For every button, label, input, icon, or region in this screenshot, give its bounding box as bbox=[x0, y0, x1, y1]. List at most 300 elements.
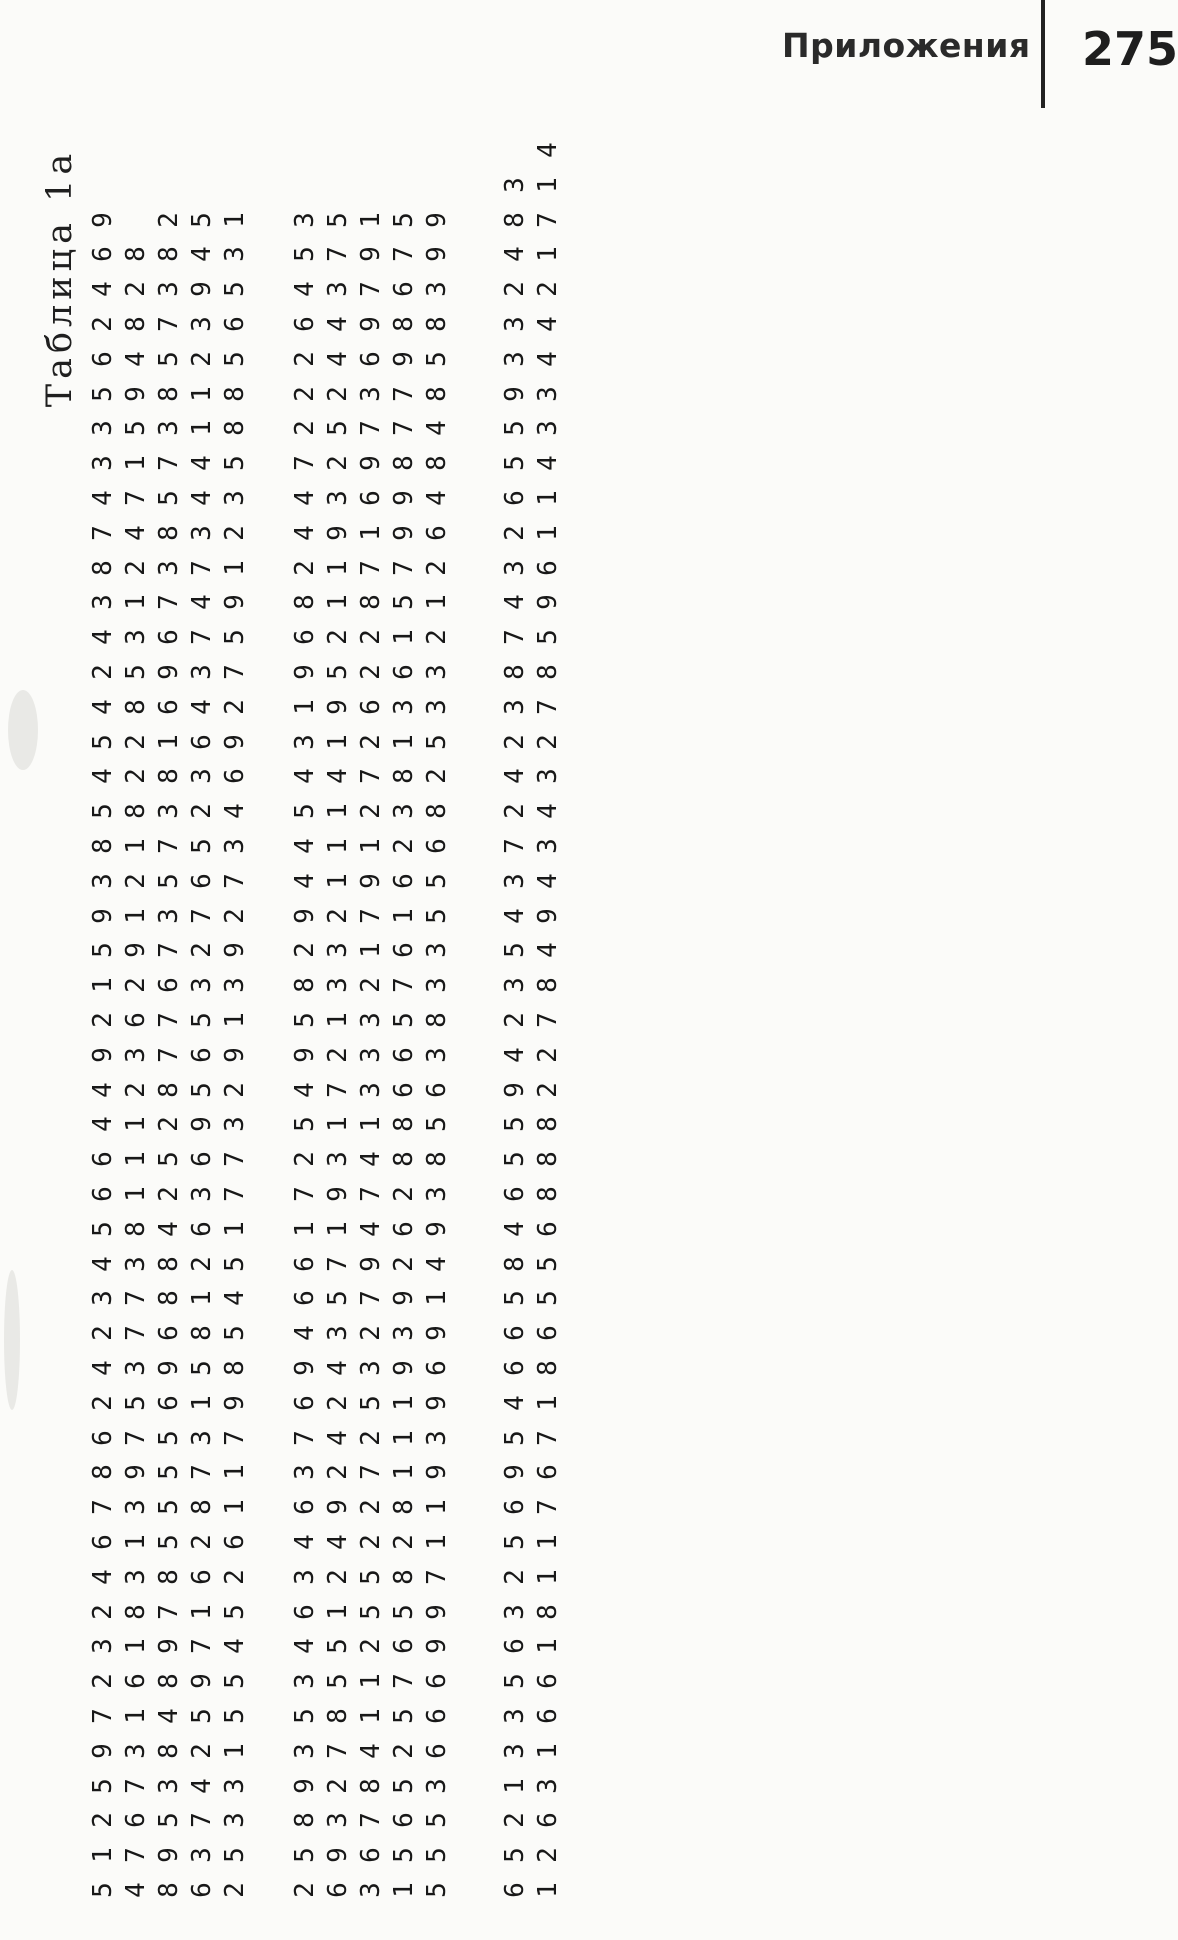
digit: 5 bbox=[500, 1151, 530, 1168]
digit: 2 bbox=[533, 1046, 563, 1063]
digit: 7 bbox=[533, 698, 563, 715]
digit: 6 bbox=[187, 1220, 217, 1237]
digit: 4 bbox=[356, 1151, 386, 1168]
digit: 3 bbox=[187, 524, 217, 541]
digit: 8 bbox=[422, 455, 452, 472]
digit: 2 bbox=[500, 1012, 530, 1028]
digit: 8 bbox=[356, 1777, 386, 1794]
digit: 3 bbox=[422, 664, 452, 680]
digit: 3 bbox=[290, 1673, 320, 1690]
digit: 8 bbox=[323, 1708, 353, 1724]
digit: 6 bbox=[121, 1812, 151, 1829]
digit: 7 bbox=[356, 559, 386, 576]
digit: 3 bbox=[121, 1742, 151, 1759]
digit: 4 bbox=[422, 420, 452, 437]
digit: 6 bbox=[533, 1673, 563, 1690]
digit: 3 bbox=[500, 559, 530, 576]
digit: 5 bbox=[389, 211, 419, 228]
digit: 8 bbox=[533, 664, 563, 680]
digit: 3 bbox=[500, 316, 530, 332]
digit: 4 bbox=[323, 768, 353, 785]
digit: 7 bbox=[290, 1429, 320, 1446]
digit: 9 bbox=[356, 1255, 386, 1272]
digit: 7 bbox=[389, 1673, 419, 1690]
digit: 6 bbox=[422, 524, 452, 541]
digit: 3 bbox=[422, 1046, 452, 1063]
digit: 6 bbox=[290, 1394, 320, 1411]
digit: 8 bbox=[422, 1151, 452, 1168]
digit: 9 bbox=[422, 1603, 452, 1620]
digit: 1 bbox=[533, 1638, 563, 1655]
digit: 3 bbox=[121, 1255, 151, 1272]
digit: 1 bbox=[323, 872, 353, 889]
digit: 3 bbox=[187, 768, 217, 785]
digit: 4 bbox=[154, 1220, 184, 1237]
digit: 1 bbox=[533, 1394, 563, 1411]
digit: 5 bbox=[422, 1812, 452, 1829]
digit: 5 bbox=[500, 1534, 530, 1550]
digit: 2 bbox=[290, 350, 320, 367]
digit: 7 bbox=[290, 1186, 320, 1202]
digit: 2 bbox=[290, 420, 320, 437]
digit: 6 bbox=[154, 698, 184, 715]
digit: 5 bbox=[154, 1429, 184, 1446]
digit-row bbox=[389, 136, 419, 1936]
digit: 8 bbox=[154, 1673, 184, 1690]
digit: 2 bbox=[220, 524, 250, 541]
digit: 3 bbox=[88, 594, 118, 611]
digit: 2 bbox=[356, 977, 386, 994]
digit: 1 bbox=[500, 1777, 530, 1794]
digit: 3 bbox=[500, 176, 530, 193]
digit: 2 bbox=[88, 1012, 118, 1028]
digit: 3 bbox=[500, 350, 530, 367]
digit: 3 bbox=[154, 907, 184, 924]
digit: 5 bbox=[290, 1847, 320, 1864]
digit: 6 bbox=[187, 1882, 217, 1898]
digit: 1 bbox=[187, 1394, 217, 1411]
digit: 5 bbox=[220, 1673, 250, 1690]
digit: 2 bbox=[154, 211, 184, 228]
section-title: Приложения bbox=[782, 26, 1031, 65]
digit: 6 bbox=[389, 1638, 419, 1655]
digit: 9 bbox=[154, 1360, 184, 1376]
digit: 1 bbox=[121, 1186, 151, 1202]
digit: 8 bbox=[121, 246, 151, 263]
digit: 1 bbox=[389, 907, 419, 924]
digit: 5 bbox=[290, 246, 320, 263]
digit: 2 bbox=[121, 559, 151, 576]
page-smudge bbox=[8, 690, 38, 770]
digit: 1 bbox=[323, 1603, 353, 1620]
digit: 7 bbox=[356, 420, 386, 437]
digit: 4 bbox=[500, 1394, 530, 1411]
digit: 6 bbox=[154, 1394, 184, 1411]
digit: 6 bbox=[389, 281, 419, 298]
digit: 6 bbox=[290, 316, 320, 332]
digit: 4 bbox=[500, 907, 530, 924]
digit: 3 bbox=[356, 1081, 386, 1098]
digit: 6 bbox=[356, 698, 386, 715]
digit: 2 bbox=[356, 733, 386, 750]
digit: 4 bbox=[187, 1777, 217, 1794]
digit: 4 bbox=[88, 490, 118, 506]
digit: 2 bbox=[389, 1255, 419, 1272]
digit: 3 bbox=[323, 281, 353, 298]
digit: 1 bbox=[323, 1012, 353, 1028]
digit: 2 bbox=[154, 1116, 184, 1133]
digit: 2 bbox=[389, 1742, 419, 1759]
digit: 4 bbox=[323, 316, 353, 332]
digit: 1 bbox=[220, 1464, 250, 1481]
digit: 8 bbox=[290, 977, 320, 994]
digit: 5 bbox=[422, 872, 452, 889]
digit: 3 bbox=[323, 490, 353, 506]
digit: 9 bbox=[500, 1464, 530, 1481]
digit: 5 bbox=[389, 1847, 419, 1864]
digit: 1 bbox=[121, 1638, 151, 1655]
digit: 5 bbox=[121, 664, 151, 680]
digit: 7 bbox=[121, 490, 151, 506]
digit: 7 bbox=[533, 1429, 563, 1446]
digit: 1 bbox=[422, 1499, 452, 1516]
digit: 5 bbox=[500, 942, 530, 959]
digit: 2 bbox=[187, 942, 217, 959]
digit: 8 bbox=[389, 1116, 419, 1133]
digit: 4 bbox=[290, 768, 320, 785]
digit: 4 bbox=[121, 524, 151, 541]
digit: 2 bbox=[500, 733, 530, 750]
digit: 7 bbox=[88, 524, 118, 541]
digit: 3 bbox=[533, 385, 563, 402]
digit: 9 bbox=[220, 1046, 250, 1063]
digit: 2 bbox=[323, 629, 353, 646]
digit: 5 bbox=[154, 1534, 184, 1550]
digit: 5 bbox=[88, 1882, 118, 1898]
digit: 7 bbox=[121, 1429, 151, 1446]
digit: 2 bbox=[533, 1081, 563, 1098]
digit: 5 bbox=[88, 803, 118, 820]
digit: 9 bbox=[323, 1499, 353, 1516]
digit-row bbox=[220, 136, 250, 1936]
digit: 7 bbox=[356, 907, 386, 924]
digit: 3 bbox=[422, 698, 452, 715]
digit: 7 bbox=[356, 768, 386, 785]
digit: 1 bbox=[323, 733, 353, 750]
digit: 5 bbox=[500, 455, 530, 472]
digit: 3 bbox=[187, 1429, 217, 1446]
digit: 7 bbox=[220, 1186, 250, 1202]
digit: 2 bbox=[88, 1325, 118, 1342]
digit: 7 bbox=[422, 1568, 452, 1585]
digit: 2 bbox=[154, 1186, 184, 1202]
digit-row bbox=[500, 136, 530, 1936]
digit: 1 bbox=[121, 594, 151, 611]
digit: 7 bbox=[121, 1847, 151, 1864]
digit: 9 bbox=[533, 907, 563, 924]
digit: 1 bbox=[220, 211, 250, 228]
digit-row bbox=[187, 136, 217, 1936]
digit: 3 bbox=[88, 872, 118, 889]
digit: 3 bbox=[220, 1812, 250, 1829]
digit: 3 bbox=[88, 1290, 118, 1307]
digit: 9 bbox=[422, 1325, 452, 1342]
digit: 5 bbox=[323, 1290, 353, 1307]
digit: 8 bbox=[154, 1290, 184, 1307]
digit: 9 bbox=[500, 1081, 530, 1098]
digit: 2 bbox=[290, 385, 320, 402]
digit: 3 bbox=[154, 1777, 184, 1794]
digit: 5 bbox=[88, 733, 118, 750]
digit: 6 bbox=[389, 664, 419, 680]
digit: 2 bbox=[422, 768, 452, 785]
digit: 3 bbox=[422, 977, 452, 994]
digit: 5 bbox=[154, 490, 184, 506]
digit: 5 bbox=[187, 1081, 217, 1098]
digit: 3 bbox=[389, 1325, 419, 1342]
digit: 4 bbox=[220, 803, 250, 820]
digit: 9 bbox=[389, 350, 419, 367]
digit: 7 bbox=[121, 1777, 151, 1794]
digit: 2 bbox=[187, 803, 217, 820]
digit: 4 bbox=[290, 490, 320, 506]
digit: 6 bbox=[533, 1812, 563, 1829]
digit: 5 bbox=[154, 1499, 184, 1516]
digit: 9 bbox=[422, 1394, 452, 1411]
digit: 6 bbox=[500, 1638, 530, 1655]
digit: 1 bbox=[533, 490, 563, 506]
digit: 3 bbox=[121, 1360, 151, 1376]
digit: 9 bbox=[290, 1777, 320, 1794]
digit-row bbox=[154, 136, 184, 1936]
digit: 1 bbox=[220, 1012, 250, 1028]
digit: 4 bbox=[154, 1708, 184, 1724]
digit: 6 bbox=[220, 316, 250, 332]
digit: 6 bbox=[500, 1360, 530, 1376]
digit: 4 bbox=[290, 281, 320, 298]
digit: 7 bbox=[154, 1603, 184, 1620]
digit: 3 bbox=[323, 1812, 353, 1829]
digit: 8 bbox=[220, 1360, 250, 1376]
digit: 4 bbox=[88, 629, 118, 646]
digit: 4 bbox=[187, 594, 217, 611]
digit: 5 bbox=[389, 1708, 419, 1724]
digit: 8 bbox=[290, 594, 320, 611]
digit: 7 bbox=[389, 246, 419, 263]
digit: 9 bbox=[389, 1360, 419, 1376]
digit: 9 bbox=[422, 1638, 452, 1655]
digit: 1 bbox=[356, 1708, 386, 1724]
digit: 7 bbox=[323, 1742, 353, 1759]
digit: 2 bbox=[88, 1812, 118, 1829]
digit: 1 bbox=[533, 1742, 563, 1759]
digit: 3 bbox=[323, 942, 353, 959]
digit: 9 bbox=[422, 1220, 452, 1237]
digit: 2 bbox=[323, 455, 353, 472]
digit: 9 bbox=[121, 385, 151, 402]
digit: 7 bbox=[154, 1012, 184, 1028]
digit: 3 bbox=[220, 490, 250, 506]
digit: 1 bbox=[356, 524, 386, 541]
digit: 8 bbox=[220, 420, 250, 437]
digit: 8 bbox=[389, 1151, 419, 1168]
digit: 8 bbox=[533, 1360, 563, 1376]
digit: 2 bbox=[323, 1777, 353, 1794]
digit: 9 bbox=[154, 1638, 184, 1655]
digit: 5 bbox=[154, 1151, 184, 1168]
digit: 3 bbox=[290, 1742, 320, 1759]
digit: 1 bbox=[187, 420, 217, 437]
digit: 1 bbox=[356, 1116, 386, 1133]
digit: 3 bbox=[187, 316, 217, 332]
digit: 3 bbox=[154, 281, 184, 298]
digit: 9 bbox=[422, 1464, 452, 1481]
digit: 5 bbox=[290, 803, 320, 820]
digit: 2 bbox=[389, 1186, 419, 1202]
table-caption-text: Таблица 1а bbox=[40, 148, 80, 408]
digit: 7 bbox=[154, 838, 184, 854]
digit: 2 bbox=[422, 559, 452, 576]
digit: 4 bbox=[88, 281, 118, 298]
digit: 1 bbox=[220, 1220, 250, 1237]
digit: 8 bbox=[88, 559, 118, 576]
digit: 6 bbox=[533, 1708, 563, 1724]
digit: 2 bbox=[88, 664, 118, 680]
digit: 2 bbox=[187, 1255, 217, 1272]
digit: 8 bbox=[389, 455, 419, 472]
digit: 7 bbox=[220, 1151, 250, 1168]
digit: 6 bbox=[389, 942, 419, 959]
digit: 6 bbox=[187, 733, 217, 750]
digit: 8 bbox=[88, 1464, 118, 1481]
digit: 8 bbox=[121, 803, 151, 820]
digit: 7 bbox=[187, 1464, 217, 1481]
digit: 5 bbox=[356, 1603, 386, 1620]
digit: 6 bbox=[154, 1325, 184, 1342]
digit: 6 bbox=[356, 490, 386, 506]
digit: 4 bbox=[533, 803, 563, 820]
digit: 2 bbox=[356, 1638, 386, 1655]
digit: 1 bbox=[290, 698, 320, 715]
digit: 1 bbox=[533, 176, 563, 193]
digit: 3 bbox=[389, 803, 419, 820]
digit: 4 bbox=[422, 1255, 452, 1272]
digit: 3 bbox=[422, 1429, 452, 1446]
digit: 8 bbox=[187, 1325, 217, 1342]
digit: 5 bbox=[220, 455, 250, 472]
digit: 2 bbox=[500, 1568, 530, 1585]
digit: 1 bbox=[323, 1220, 353, 1237]
digit: 4 bbox=[220, 1638, 250, 1655]
digit: 1 bbox=[220, 1499, 250, 1516]
digit: 8 bbox=[389, 1568, 419, 1585]
digit: 4 bbox=[500, 594, 530, 611]
digit: 3 bbox=[533, 768, 563, 785]
digit: 4 bbox=[500, 768, 530, 785]
digit: 5 bbox=[422, 1882, 452, 1898]
digit: 7 bbox=[290, 455, 320, 472]
digit: 2 bbox=[323, 1046, 353, 1063]
digit: 9 bbox=[389, 524, 419, 541]
digit: 7 bbox=[187, 907, 217, 924]
digit: 6 bbox=[290, 1255, 320, 1272]
digit: 5 bbox=[533, 1255, 563, 1272]
digit: 7 bbox=[389, 385, 419, 402]
digit: 9 bbox=[154, 1847, 184, 1864]
digit: 6 bbox=[422, 838, 452, 854]
digit: 5 bbox=[422, 1116, 452, 1133]
digit: 2 bbox=[500, 1812, 530, 1829]
digit: 5 bbox=[187, 1012, 217, 1028]
digit: 3 bbox=[323, 1151, 353, 1168]
digit: 2 bbox=[323, 1568, 353, 1585]
digit: 7 bbox=[533, 211, 563, 228]
digit: 9 bbox=[356, 455, 386, 472]
digit: 7 bbox=[187, 1812, 217, 1829]
digit: 3 bbox=[533, 420, 563, 437]
digit: 3 bbox=[154, 803, 184, 820]
digit: 8 bbox=[356, 594, 386, 611]
digit: 3 bbox=[121, 1499, 151, 1516]
digit: 5 bbox=[290, 1012, 320, 1028]
digit: 3 bbox=[187, 1186, 217, 1202]
digit: 2 bbox=[121, 733, 151, 750]
digit: 9 bbox=[290, 664, 320, 680]
digit: 6 bbox=[389, 1081, 419, 1098]
digit: 6 bbox=[290, 629, 320, 646]
digit: 6 bbox=[533, 1464, 563, 1481]
digit: 4 bbox=[533, 316, 563, 332]
digit: 2 bbox=[323, 385, 353, 402]
digit: 9 bbox=[389, 490, 419, 506]
digit: 1 bbox=[323, 803, 353, 820]
digit: 3 bbox=[500, 1708, 530, 1724]
digit: 5 bbox=[220, 350, 250, 367]
digit: 6 bbox=[422, 1360, 452, 1376]
digit: 5 bbox=[121, 420, 151, 437]
digit: 1 bbox=[422, 1290, 452, 1307]
digit: 9 bbox=[323, 1847, 353, 1864]
digit: 2 bbox=[290, 559, 320, 576]
digit: 3 bbox=[500, 977, 530, 994]
digit: 1 bbox=[389, 1882, 419, 1898]
digit: 6 bbox=[533, 559, 563, 576]
digit: 2 bbox=[500, 524, 530, 541]
digit: 1 bbox=[533, 1534, 563, 1550]
digit: 7 bbox=[121, 1290, 151, 1307]
digit: 9 bbox=[220, 594, 250, 611]
digit: 6 bbox=[533, 1220, 563, 1237]
digit: 4 bbox=[187, 246, 217, 263]
digit: 3 bbox=[220, 838, 250, 854]
digit-row bbox=[88, 136, 118, 1936]
digit: 3 bbox=[422, 1186, 452, 1202]
digit: 2 bbox=[389, 1534, 419, 1550]
digit: 9 bbox=[533, 594, 563, 611]
digit: 8 bbox=[121, 316, 151, 332]
digit-row bbox=[422, 136, 452, 1936]
digit: 5 bbox=[220, 1325, 250, 1342]
digit: 2 bbox=[533, 733, 563, 750]
digit: 1 bbox=[533, 1568, 563, 1585]
digit: 7 bbox=[389, 559, 419, 576]
digit: 4 bbox=[88, 1568, 118, 1585]
digit: 9 bbox=[422, 246, 452, 263]
digit: 3 bbox=[422, 281, 452, 298]
digit: 9 bbox=[290, 907, 320, 924]
digit: 3 bbox=[121, 629, 151, 646]
digit: 1 bbox=[323, 594, 353, 611]
